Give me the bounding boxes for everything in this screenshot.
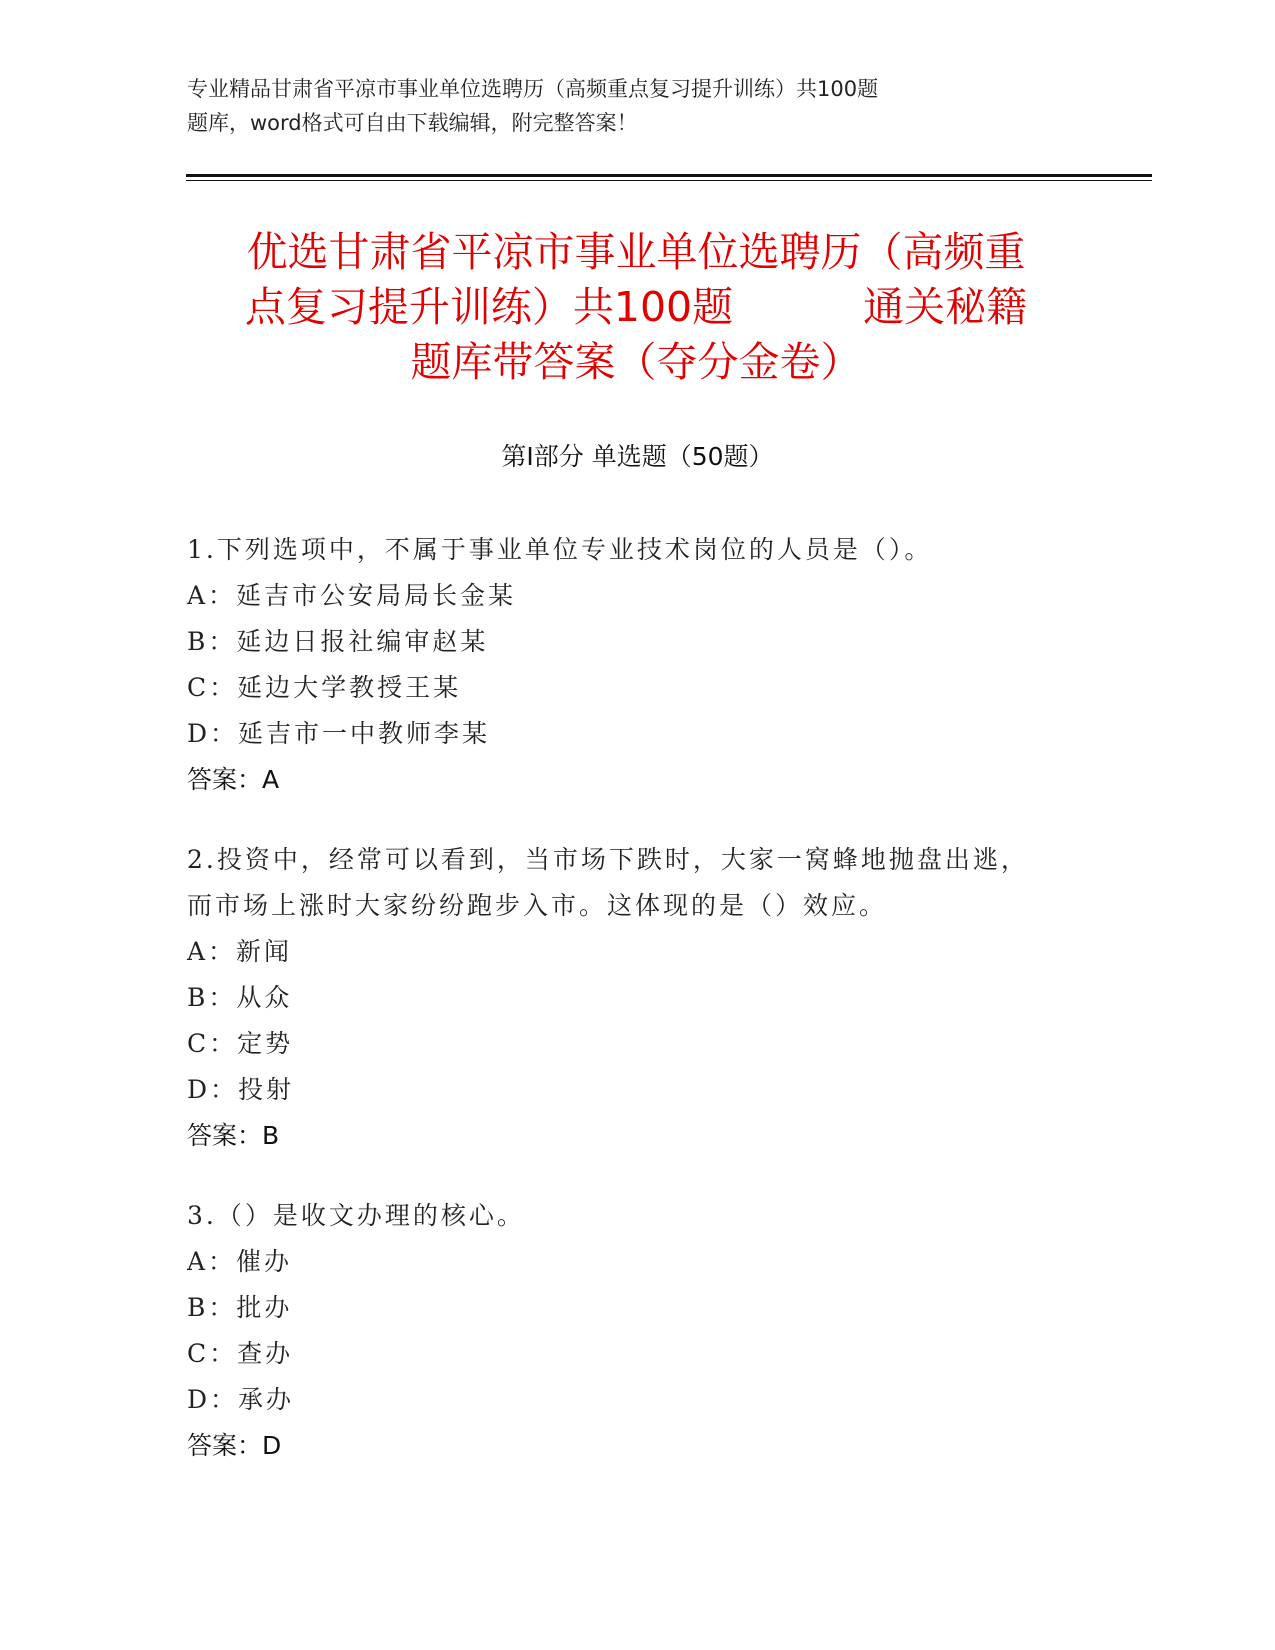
answer: 答案：D: [187, 1431, 282, 1460]
header-note-line-2: 题库，word格式可自由下载编辑，附完整答案！: [187, 111, 638, 135]
header-note-line-1: 专业精品甘肃省平凉市事业单位选聘历（高频重点复习提升训练）共100题: [187, 77, 879, 101]
option-c: C：延边大学教授王某: [187, 673, 462, 702]
option-c: C：查办: [187, 1339, 294, 1368]
question-stem-line-2: 而市场上涨时大家纷纷跑步入市。这体现的是（）效应。: [187, 891, 888, 920]
title-line-3: 题库带答案（夺分金卷）: [410, 338, 862, 386]
option-b: B：延边日报社编审赵某: [187, 627, 489, 656]
question-2: [187, 837, 1067, 1159]
document-title: [186, 225, 1086, 390]
option-d: D：承办: [187, 1385, 295, 1414]
header-rule-thin: [186, 180, 1152, 181]
title-line-2: [186, 280, 1086, 335]
question-3: [187, 1193, 1067, 1469]
option-d: D：投射: [187, 1075, 295, 1104]
question-stem: 1.下列选项中，不属于事业单位专业技术岗位的人员是（）。: [187, 535, 933, 564]
option-b: B：批办: [187, 1293, 293, 1322]
question-1: [187, 527, 1067, 803]
question-list: [187, 527, 1067, 1503]
option-b: B：从众: [187, 983, 293, 1012]
answer: 答案：A: [187, 765, 280, 794]
section-title: 第Ⅰ部分 单选题（50题）: [501, 442, 774, 471]
question-stem-line-1: 2.投资中，经常可以看到，当市场下跌时，大家一窝蜂地抛盘出逃，: [187, 845, 1029, 874]
question-stem: 3.（）是收文办理的核心。: [187, 1201, 525, 1230]
title-line-2b: 通关秘籍: [863, 283, 1028, 331]
option-a: A：新闻: [187, 937, 293, 966]
option-d: D：延吉市一中教师李某: [187, 719, 491, 748]
title-line-1: 优选甘肃省平凉市事业单位选聘历（高频重: [246, 228, 1026, 276]
option-c: C：定势: [187, 1029, 294, 1058]
header-rule-thick: [186, 174, 1152, 177]
answer: 答案：B: [187, 1121, 280, 1150]
option-a: A：催办: [187, 1247, 293, 1276]
option-a: A：延吉市公安局局长金某: [187, 581, 517, 610]
title-line-2a: 点复习提升训练）共100题: [244, 283, 734, 331]
header-note: [187, 72, 1047, 140]
